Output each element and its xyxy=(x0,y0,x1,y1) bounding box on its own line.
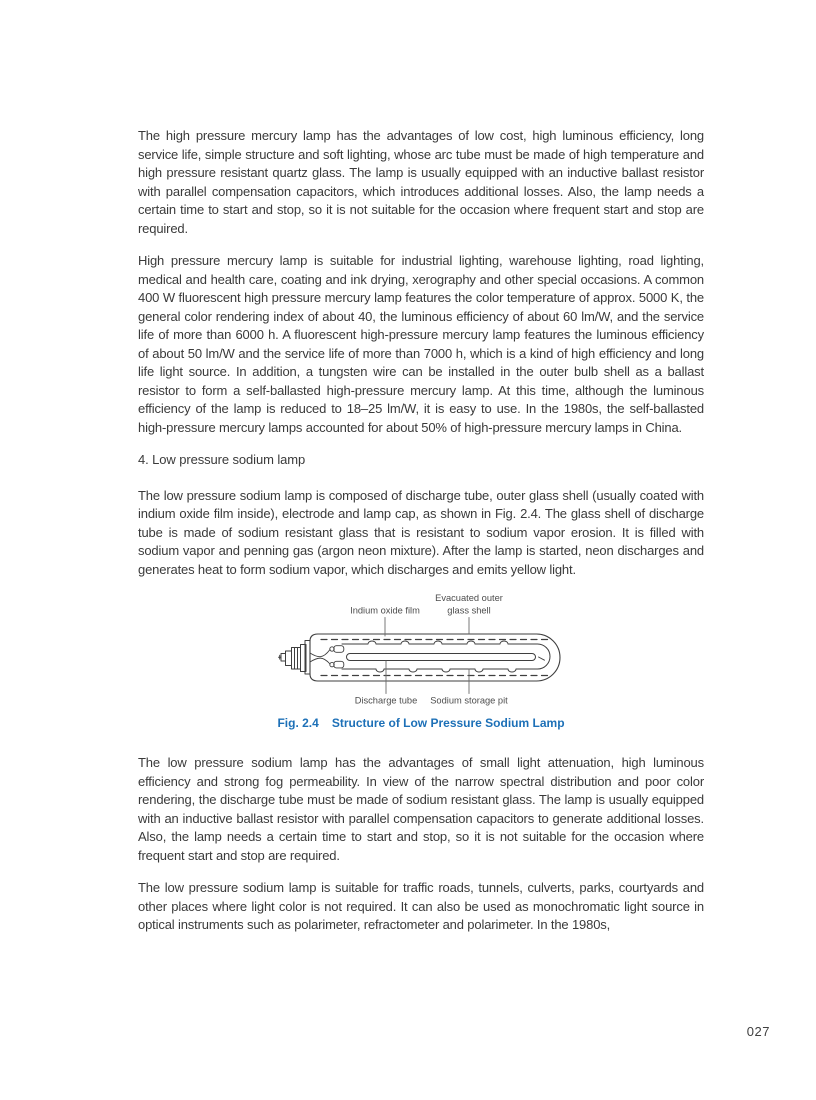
figure-caption-title: Structure of Low Pressure Sodium Lamp xyxy=(331,716,565,730)
lamp-cap-neck xyxy=(286,651,292,666)
exhaust-tip xyxy=(539,657,545,660)
label-discharge-tube: Discharge tube xyxy=(354,695,418,706)
lead-wire-upper xyxy=(310,650,330,657)
label-evacuated-outer: Evacuated outer xyxy=(435,593,503,603)
section-heading-low-pressure-sodium-lamp: 4. Low pressure sodium lamp xyxy=(138,452,306,467)
paragraph-mercury-lamp-advantages: The high pressure mercury lamp has the advantages of low cost, high luminous efficiency, long service life, simple structure and soft lighting, whose arc tube must be made of high temperature and high pressure resistant quartz glass. The lamp is usually equipped with an inductive ballast resistor with parallel compensation capacitors, which introduces additional losses. Also, the lamp needs a certain time to start and stop, so it is not suitable for the occasion where frequent start and stop are required. xyxy=(138,128,704,236)
electrode-lower xyxy=(330,661,344,668)
paragraph-sodium-lamp-structure: The low pressure sodium lamp is composed of discharge tube, outer glass shell (usually coated with indium oxide film inside), electrode and lamp cap, as shown in Fig. 2.4. The glass shell of discharge tube is made of sodium resistant glass that is resistant to sodium vapor erosion. It is filled with sodium vapor and penning gas (argon neon mixture). After the lamp is started, neon discharges and generates heat to form sodium vapor, which discharges and emits yellow light. xyxy=(138,487,704,577)
lamp-cap-rings xyxy=(295,648,298,670)
discharge-tube-outline xyxy=(342,641,550,672)
paragraph-mercury-lamp-applications: High pressure mercury lamp is suitable for industrial lighting, warehouse lighting, road lighting, medical and health care, coating and ink drying, xerography and other special occasions. A common 400 W fluorescent high pressure mercury lamp features the color temperature of approx. 5000 K, the general color rendering index of about 40, the luminous efficiency of about 60 lm/W, and the service life of more than 6000 h. A fluorescent high-pressure mercury lamp features the luminous efficiency of about 50 lm/W and the service life of more than 7000 h, which is a kind of high efficiency and long life light source. In addition, a tungsten wire can be installed in the outer bulb shell as a ballast resistor to form a self-ballasted high-pressure mercury lamp. At this time, although the luminous efficiency of the lamp is reduced to 18–25 lm/W, it is easy to use. In the 1980s, the self-ballasted high-pressure mercury lamps accounted for about 50% of high-pressure mercury lamps in China. xyxy=(138,253,704,435)
outer-glass-shell-outline xyxy=(310,634,560,681)
sodium-lamp-diagram xyxy=(260,587,570,712)
lamp-cap-tip xyxy=(281,654,286,662)
figure-caption-tag: Fig. 2.4 xyxy=(277,716,319,730)
lamp-cap-shell xyxy=(292,648,301,670)
lamp-cap xyxy=(279,641,311,675)
label-indium-oxide-film: Indium oxide film xyxy=(350,605,420,616)
paragraph-sodium-lamp-advantages: The low pressure sodium lamp has the advantages of small light attenuation, high luminous efficiency and strong fog permeability. In view of the narrow spectral distribution and poor color rendering, the discharge tube must be made of sodium resistant glass. The lamp is usually equipped with an inductive ballast resistor with parallel compensation capacitors to generate additional losses. Also, the lamp needs a certain time to start and stop, so it is not suitable for the occasion where frequent start and stop are required. xyxy=(138,755,704,863)
lead-wire-lower xyxy=(310,658,330,664)
page-content xyxy=(138,127,704,949)
label-sodium-storage-pit: Sodium storage pit xyxy=(430,695,508,706)
discharge-tube-inner-slot xyxy=(347,654,536,661)
electrode-upper xyxy=(330,646,344,653)
figure-caption xyxy=(138,716,704,731)
page-number: 027 xyxy=(746,1024,770,1039)
paragraph-sodium-lamp-applications: The low pressure sodium lamp is suitable for traffic roads, tunnels, culverts, parks, courtyards and other places where light color is not required. It can also be used as monochromatic light source in optical instruments such as polarimeter, refractometer and polarimeter. In the 1980s, xyxy=(138,880,704,932)
figure-low-pressure-sodium-lamp xyxy=(138,587,704,731)
label-glass-shell: glass shell xyxy=(447,605,491,616)
